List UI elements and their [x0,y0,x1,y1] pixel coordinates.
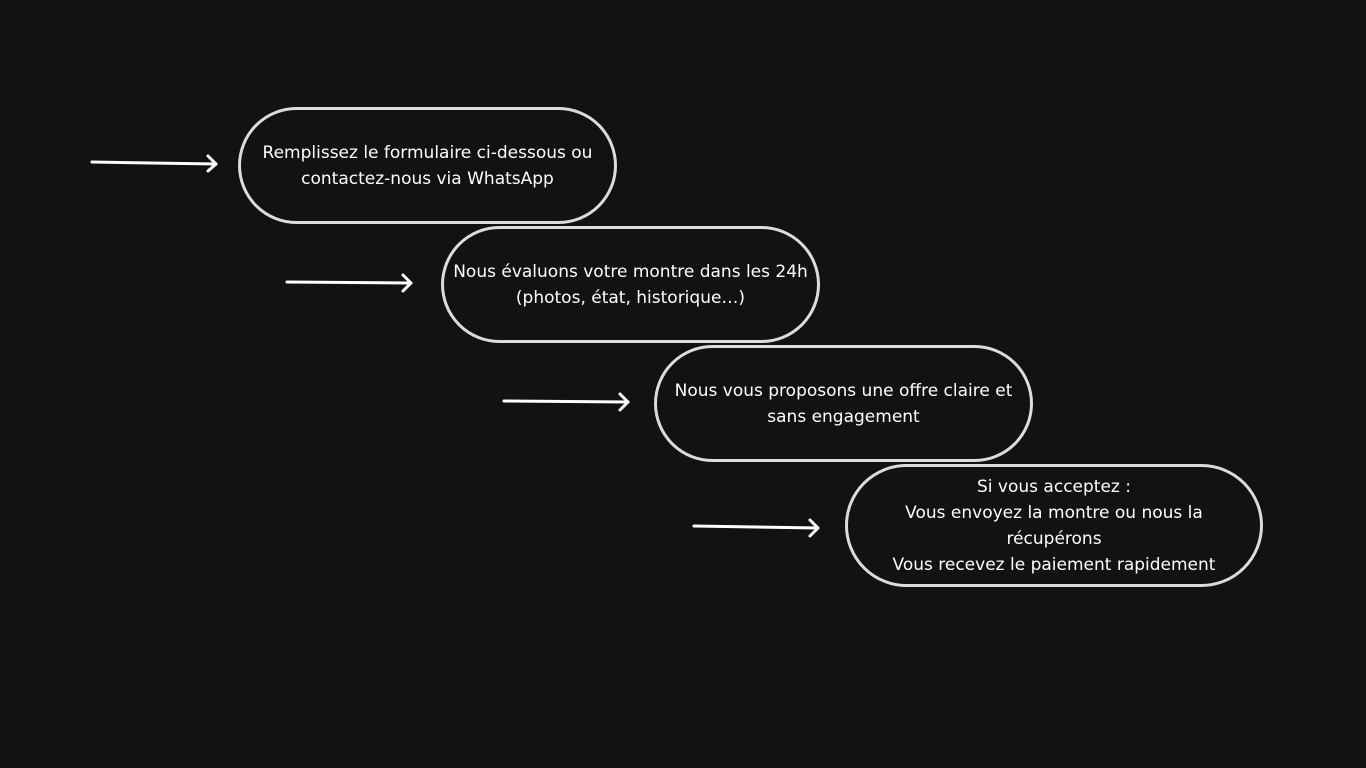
step-1-line-1: Remplissez le formulaire ci-dessous ou [262,142,593,163]
step-4-line-2: Vous envoyez la montre ou nous la [905,502,1203,523]
step-3-box [654,345,1033,462]
arrow-right-icon [692,517,824,541]
arrow-right-icon [90,152,222,176]
arrow-right-icon [502,391,634,415]
step-3-line-2: sans engagement [767,406,920,427]
step-2-line-1: Nous évaluons votre montre dans les 24h [453,261,808,282]
step-1-line-2: contactez-nous via WhatsApp [301,168,554,189]
step-2-box [441,226,820,343]
step-2-line-2: (photos, état, historique…) [515,287,746,308]
step-3-line-1: Nous vous proposons une offre claire et [674,380,1013,401]
arrow-right-icon [285,272,417,296]
step-4-line-3: récupérons [1006,528,1102,549]
step-4-line-4: Vous recevez le paiement rapidement [892,554,1216,575]
step-4-box [845,464,1263,587]
step-4-line-1: Si vous acceptez : [977,476,1131,497]
step-1-box [238,107,617,224]
